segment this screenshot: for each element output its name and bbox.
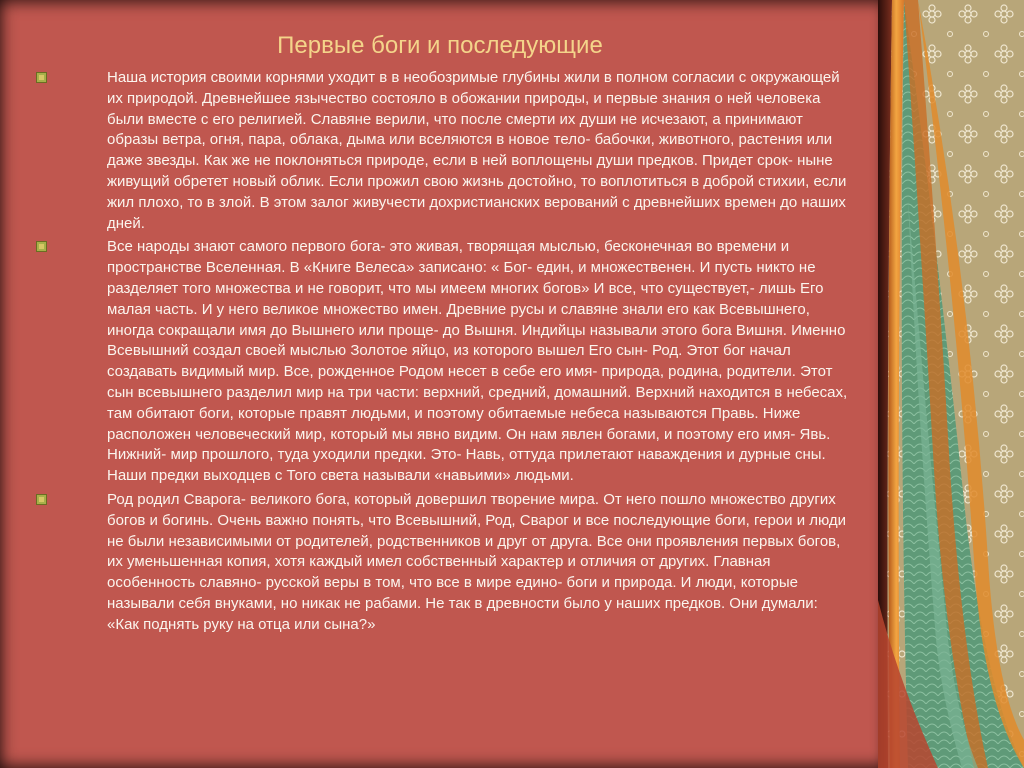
- paragraph-text: Все народы знают самого первого бога- это живая, творящая мыслью, бесконечная во времени и пространстве Вселенная. В «Книге Велеса» записано: « Бог- един, и множественен. И пусть никто не разделяет того множества и не говорит, что мы имеем многих богов» И все, что существует,- лишь Его малая часть. И у него великое множество имен. Древние русы и славяне знали его как Всевышнего, иногда сокращали имя до Вышнего или проще- до Вышня. Индийцы называли этого бога Вишня. Именно Всевышний создал своей мыслью Золотое яйцо, из которого вышел Его сын- Род. Этот бог начал создавать видимый мир. Все, рожденное Родом несет в себе его имя- природа, родина, родители. Этот сын всевышнего разделил мир на три части: верхний, средний, домашний. Верхний находится в небесах, там обитают боги, которые правят людьми, и поэтому обитаемые небеса называются Правь. Ниже расположен человеческий мир, который мы явно видим. Он нам явлен богами, и поэтому его имя- Явь. Нижний- мир прошлого, туда уходили предки. Это- Навь, оттуда прилетают наваждения и дурные сны. Наши предки выходцев с Того света называли «навьими» людьми.: [107, 238, 848, 485]
- slide-title: Первые боги и последующие: [277, 32, 603, 59]
- paragraph-text: Род родил Сварога- великого бога, который довершил творение мира. От него пошло множество других богов и богинь. Очень важно понять, что Всевышний, Род, Сварог и все последующие боги, герои и люди не были независимыми от родителей, родственников и друг от друга. Все они проявления первых богов, их уменьшенная копия, хотя каждый имел собственный характер и отличия от других. Главная особенность славяно- русской веры в том, что все в мире едино- боги и природа. И люди, которые называли себя внуками, но никак не рабами. Не так в древности было у наших предков. Они думали: «Как поднять руку на отца или сына?»: [107, 490, 847, 633]
- slide-body: [36, 68, 848, 639]
- bullet-icon: [36, 72, 47, 83]
- decorative-border: [878, 0, 1024, 768]
- paragraph-1: [36, 68, 848, 234]
- bullet-icon: [36, 494, 47, 505]
- paragraph-2: [36, 237, 848, 487]
- paragraph-3: [36, 490, 848, 636]
- bullet-icon: [36, 241, 47, 252]
- paragraph-text: Наша история своими корнями уходит в в необозримые глубины жили в полном согласии с окружающей их природой. Древнейшее язычество состояло в обожании природы, и первые знания о ней человека были вместе с его религией. Славяне верили, что после смерти их души не исчезают, а принимают образы ветра, огня, пара, облака, дыма или вселяются в новое тело- бабочки, животного, растения или даже звезды. Как же не поклоняться природе, если в ней воплощены души предков. Придет срок- ныне живущий обретет новый облик. Если прожил свою жизнь достойно, то воплотиться в доброй стихии, если жил плохо, то в злой. В этом залог живучести дохристианских верований с древнейших времен до наших дней.: [107, 69, 847, 232]
